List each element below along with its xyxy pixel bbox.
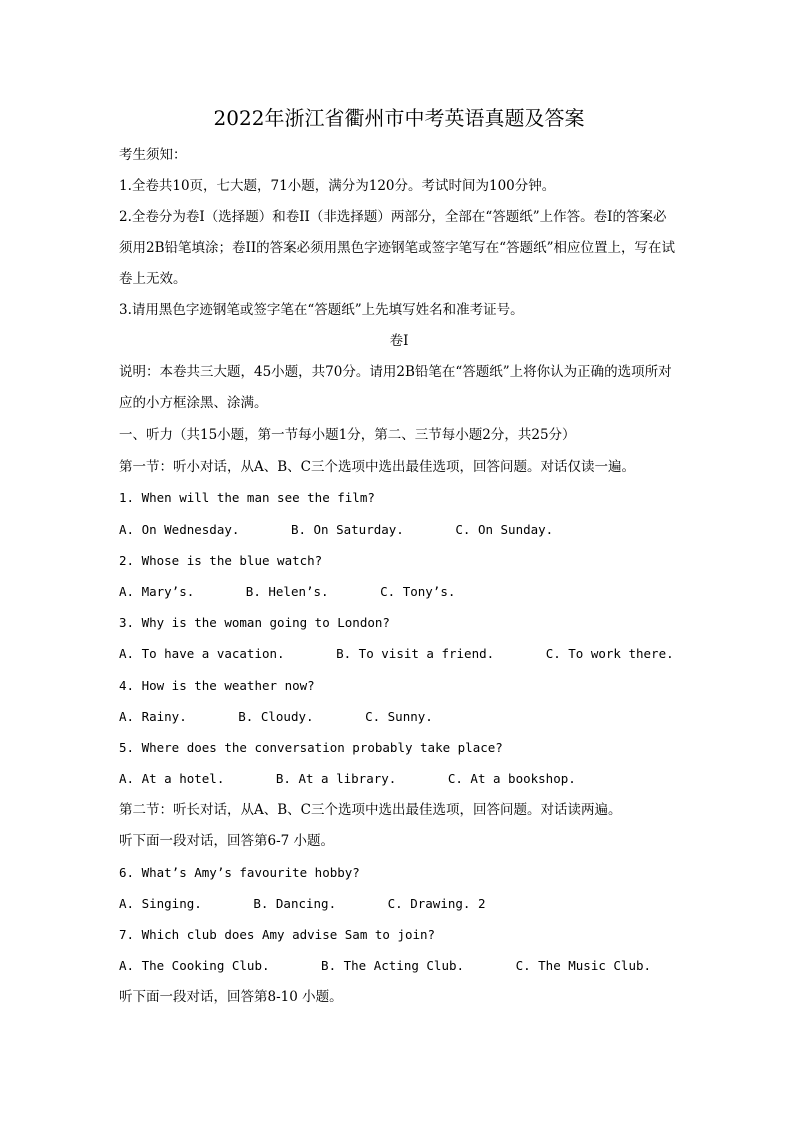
section1-instruction: 第一节：听小对话，从A、B、C三个选项中选出最佳选项，回答问题。对话仅读一遍。	[119, 459, 635, 475]
option-b: B. To visit a friend.	[336, 646, 495, 661]
notice-heading: 考生须知：	[119, 147, 187, 163]
option-a: A. Rainy.	[119, 709, 187, 724]
option-a: A. The Cooking Club.	[119, 958, 270, 973]
section2-instruction: 第二节：听长对话，从A、B、C三个选项中选出最佳选项，回答问题。对话读两遍。	[119, 802, 622, 818]
question-2-options	[119, 582, 679, 602]
option-a: A. Mary’s.	[119, 584, 195, 599]
question-7: 7. Which club does Amy advise Sam to join?	[119, 927, 436, 942]
option-c: C. Tony’s.	[380, 584, 456, 599]
option-b: B. Cloudy.	[238, 709, 314, 724]
option-b: B. The Acting Club.	[321, 958, 465, 973]
option-a: A. To have a vacation.	[119, 646, 285, 661]
volume-instruction: 说明：本卷共三大题，45小题，共70分。请用2B铅笔在“答题纸”上将你认为正确的选项所对应的小方框涂黑、涂满。	[119, 364, 672, 411]
part1-heading: 一、听力（共15小题，第一节每小题1分，第二、三节每小题2分，共25分）	[119, 427, 576, 443]
question-7-options	[119, 956, 679, 976]
question-1-options	[119, 520, 679, 540]
notice-item-2: 2.全卷分为卷I（选择题）和卷II（非选择题）两部分，全部在“答题纸”上作答。卷I的答案必须用2B铅笔填涂；卷II的答案必须用黑色字迹钢笔或签字笔写在“答题纸”相应位置上，写在试卷上无效。	[119, 209, 675, 287]
question-5: 5. Where does the conversation probably take place?	[119, 740, 503, 755]
question-3-options	[119, 644, 679, 664]
option-b: B. Dancing.	[253, 896, 337, 911]
question-6-options	[119, 894, 679, 914]
volume-title: 卷I	[389, 333, 409, 349]
option-b: B. On Saturday.	[290, 522, 404, 537]
option-c: C. Drawing. 2	[387, 896, 486, 911]
option-c: C. To work there.	[545, 646, 674, 661]
question-6: 6. What’s Amy’s favourite hobby?	[119, 865, 360, 880]
notice-item-1: 1.全卷共10页，七大题，71小题，满分为120分。考试时间为100分钟。	[119, 178, 556, 194]
question-4-options	[119, 707, 679, 727]
option-a: A. At a hotel.	[119, 771, 225, 786]
option-c: C. On Sunday.	[455, 522, 554, 537]
option-c: C. At a bookshop.	[447, 771, 576, 786]
option-b: B. At a library.	[275, 771, 397, 786]
option-c: C. Sunny.	[365, 709, 433, 724]
section2-group1-intro: 听下面一段对话，回答第6-7 小题。	[119, 833, 335, 849]
question-3: 3. Why is the woman going to London?	[119, 615, 390, 630]
option-b: B. Helen’s.	[245, 584, 329, 599]
option-a: A. On Wednesday.	[119, 522, 240, 537]
option-c: C. The Music Club.	[515, 958, 652, 973]
question-1: 1. When will the man see the film?	[119, 490, 375, 505]
question-5-options	[119, 769, 679, 789]
page-title: 2022年浙江省衢州市中考英语真题及答案	[213, 106, 585, 130]
section2-group2-intro: 听下面一段对话，回答第8-10 小题。	[119, 989, 343, 1005]
question-2: 2. Whose is the blue watch?	[119, 553, 323, 568]
option-a: A. Singing.	[119, 896, 202, 911]
question-4: 4. How is the weather now?	[119, 678, 315, 693]
notice-item-3: 3.请用黑色字迹钢笔或签字笔在“答题纸”上先填写姓名和准考证号。	[119, 302, 524, 318]
